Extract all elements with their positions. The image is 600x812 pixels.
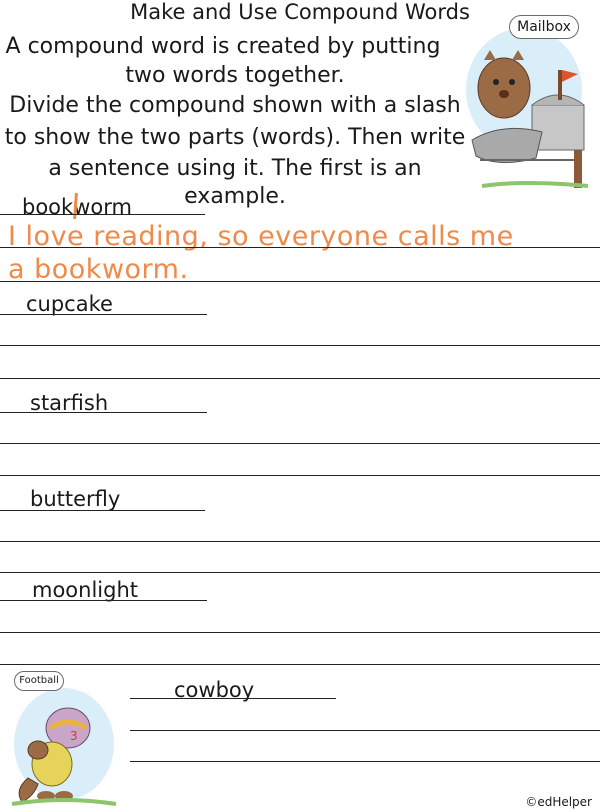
compound-word-cupcake: cupcake — [26, 292, 113, 316]
intro-line-2: two words together. — [125, 63, 345, 88]
intro-line-3: Divide the compound shown with a slash — [9, 93, 461, 118]
example-writing-line-1 — [0, 247, 600, 248]
intro-line-4: to show the two parts (words). Then write — [4, 125, 466, 150]
mailbox-label-bubble: Mailbox — [509, 15, 579, 39]
writing-line-starfish-1[interactable] — [0, 443, 600, 444]
word-line-cupcake[interactable] — [0, 314, 207, 315]
example-word-part1: book — [22, 195, 74, 219]
example-answer-line-2: a bookworm. — [8, 254, 189, 285]
writing-line-cupcake-2[interactable] — [0, 378, 600, 379]
word-line-starfish[interactable] — [0, 412, 207, 413]
compound-word-starfish: starfish — [30, 391, 109, 415]
example-writing-line-2 — [0, 281, 600, 282]
word-line-cowboy[interactable] — [130, 698, 336, 699]
word-line-butterfly[interactable] — [0, 510, 205, 511]
copyright-credit: ©edHelper — [525, 795, 592, 809]
writing-line-moonlight-2[interactable] — [0, 664, 600, 665]
intro-line-1: A compound word is created by putting — [5, 34, 441, 59]
writing-line-cowboy-1[interactable] — [130, 730, 600, 731]
worksheet-title: Make and Use Compound Words — [130, 0, 470, 24]
intro-line-5: a sentence using it. The first is an example. — [48, 156, 422, 209]
writing-line-cupcake-1[interactable] — [0, 345, 600, 346]
example-word-part2: worm — [73, 195, 132, 219]
writing-line-butterfly-1[interactable] — [0, 541, 600, 542]
compound-word-moonlight: moonlight — [32, 578, 139, 602]
writing-line-starfish-2[interactable] — [0, 475, 600, 476]
svg-text:3: 3 — [70, 729, 78, 743]
compound-word-butterfly: butterfly — [30, 487, 121, 511]
example-answer-line-1: I love reading, so everyone calls me — [8, 221, 514, 252]
writing-line-moonlight-1[interactable] — [0, 632, 600, 633]
football-label-bubble: Football — [14, 671, 64, 691]
compound-word-cowboy: cowboy — [174, 678, 255, 702]
word-line-moonlight[interactable] — [0, 600, 207, 601]
writing-line-butterfly-2[interactable] — [0, 572, 600, 573]
example-word-line — [0, 214, 205, 215]
writing-line-cowboy-2[interactable] — [130, 761, 600, 762]
